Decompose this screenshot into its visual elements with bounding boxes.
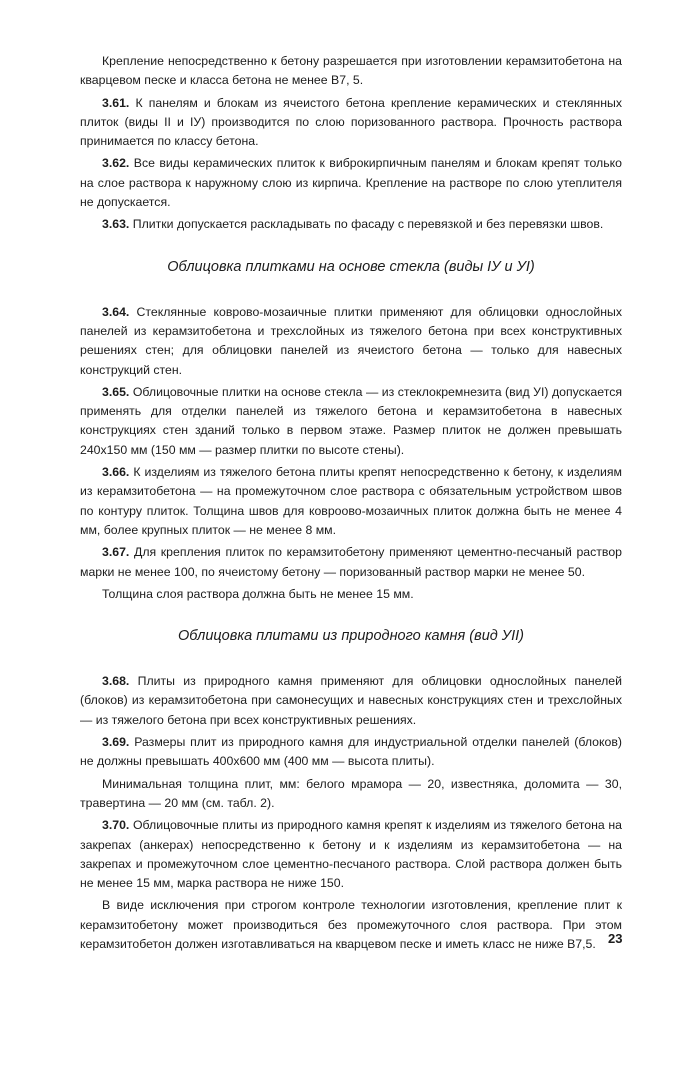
clause-number: 3.62. xyxy=(102,156,130,171)
paragraph-3-63: 3.63. Плитки допускается раскладывать по фасаду с перевязкой и без перевязки швов. xyxy=(102,217,604,232)
paragraph-3-69: 3.69. Размеры плит из природного камня для индустриальной отделки панелей (блоков) не должны превышать 400х600 мм (400 мм — высота плиты). xyxy=(80,735,622,769)
section-heading-glass-tiles: Облицовка плитками на основе стекла (виды IУ и УI) xyxy=(167,258,535,275)
clause-number: 3.63. xyxy=(102,217,130,232)
paragraph-3-67: 3.67. Для крепления плиток по керамзитобетону применяют цементно-песчаный раствор марки не менее 100, по ячеистому бетону — поризованный раствор марки не менее 50. xyxy=(80,545,623,579)
clause-number: 3.68. xyxy=(102,674,130,689)
paragraph-intro: Крепление непосредственно к бетону разрешается при изготовлении керамзитобетона на кварцевом песке и класса бетона не менее В7, 5. xyxy=(80,54,622,88)
clause-number: 3.61. xyxy=(102,95,130,110)
paragraph-exception: В виде исключения при строгом контроле технологии изготовления, крепление плит к керамзитобетону может производиться без промежуточного слоя раствора. При этом керамзитобетон должен изготавливаться на кварцевом песке и иметь класс не ниже В7,5. xyxy=(80,898,622,951)
page-number: 23 xyxy=(608,931,623,946)
paragraph-mortar-thickness: Толщина слоя раствора должна быть не менее 15 мм. xyxy=(102,586,414,601)
paragraph-3-62: 3.62. Все виды керамических плиток к виброкирпичным панелям и блокам крепят только на слое раствора к наружному слою из кирпича. Крепление на растворе по слою утеплителя не допускается. xyxy=(80,156,622,210)
clause-number: 3.69. xyxy=(102,735,130,750)
paragraph-3-65: 3.65. Облицовочные плитки на основе стекла — из стеклокремнезита (вид УI) допускается применять для отделки панелей из тяжелого бетона и керамзитобетона в навесных конструкциях стен зданий только в первом этаже. Размер плиток не должен превышать 240х150 мм (150 мм — размер плитки по высоте стены). xyxy=(80,384,623,457)
paragraph-3-64: 3.64. Стеклянные коврово-мозаичные плитки применяют для облицовки однослойных панелей из керамзитобетона и трехслойных из тяжелого бетона при всех конструктивных решениях стен; для облицовки панелей из ячеистого бетона — только для навесных конструкций стен. xyxy=(80,304,622,377)
clause-number: 3.67. xyxy=(102,545,130,560)
clause-number: 3.65. xyxy=(102,384,130,399)
page-content xyxy=(80,52,622,957)
section-heading-natural-stone: Облицовка плитами из природного камня (вид УII) xyxy=(178,628,524,645)
paragraph-3-70: 3.70. Облицовочные плиты из природного камня крепят к изделиям из тяжелого бетона на закрепах (анкерах) непосредственно к бетону и к изделиям из керамзитобетона — на закрепах и промежуточном слое цементно-песчаного раствора. Слой раствора должен быть не менее 15 мм, марка раствора не ниже 150. xyxy=(80,818,622,891)
paragraph-3-68: 3.68. Плиты из природного камня применяют для облицовки однослойных панелей (блоков) из керамзитобетона при самонесущих и навесных конструкциях стен и трехслойных — из тяжелого бетона при всех конструктивных решениях. xyxy=(80,674,622,727)
clause-number: 3.66. xyxy=(102,465,130,480)
paragraph-3-61: 3.61. К панелям и блокам из ячеистого бетона крепление керамических и стеклянных плиток (виды II и IУ) производится по слою поризованного раствора. Прочность раствора принимается по классу бетона. xyxy=(80,95,622,149)
clause-number: 3.64. xyxy=(102,304,130,319)
clause-number: 3.70. xyxy=(102,818,130,833)
paragraph-3-66: 3.66. К изделиям из тяжелого бетона плиты крепят непосредственно к бетону, к изделиям из керамзитобетона — на промежуточном слое раствора с обязательным устройством швов по контуру плиток. Толщина швов для ковроово-мозаичных плиток должна быть не менее 4 мм, более крупных плиток — не менее 8 мм. xyxy=(80,465,623,537)
paragraph-min-thickness: Минимальная толщина плит, мм: белого мрамора — 20, известняка, доломита — 30, травертина — 20 мм (см. табл. 2). xyxy=(80,776,622,810)
